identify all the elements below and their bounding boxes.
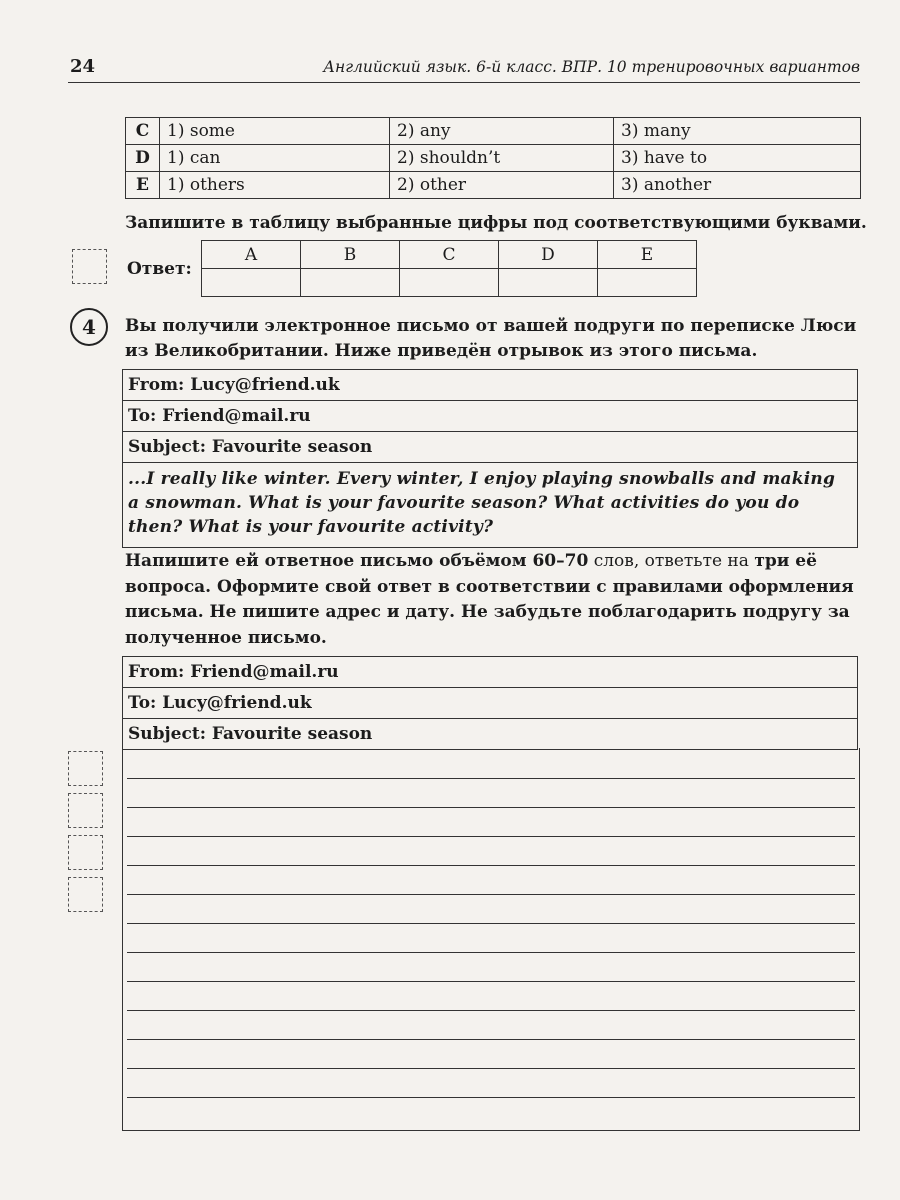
page-number: 24 xyxy=(70,56,96,77)
writing-line xyxy=(127,807,855,808)
answer-cell-c[interactable] xyxy=(400,269,499,297)
score-box[interactable] xyxy=(68,835,103,870)
score-box[interactable] xyxy=(68,877,103,912)
score-box[interactable] xyxy=(72,249,107,284)
option-cell: 2) any xyxy=(390,118,614,145)
question-count: три xyxy=(754,551,790,571)
option-letter: E xyxy=(126,172,160,199)
score-box[interactable] xyxy=(68,751,103,786)
instruction-text: Запишите в таблицу выбранные цифры под соответствующими буквами. xyxy=(125,213,867,233)
answer-letter: D xyxy=(499,241,598,269)
writing-line xyxy=(127,778,855,779)
task-number: 4 xyxy=(70,308,108,346)
writing-line xyxy=(127,923,855,924)
option-cell: 1) some xyxy=(160,118,390,145)
answer-letter: C xyxy=(400,241,499,269)
word-count: 60–70 xyxy=(532,551,589,571)
writing-line xyxy=(127,865,855,866)
answer-table xyxy=(201,240,697,297)
option-letter: D xyxy=(126,145,160,172)
writing-line xyxy=(127,894,855,895)
email-body: ...I really like winter. Every winter, I enjoy playing snowballs and making a snowman. What is your favourite season? What activities do you do then? What is your favourite activity? xyxy=(123,463,858,548)
options-table xyxy=(125,117,861,199)
email-to: To: Friend@mail.ru xyxy=(123,401,858,432)
option-cell: 3) have to xyxy=(614,145,861,172)
option-cell: 2) other xyxy=(390,172,614,199)
answer-letter: E xyxy=(598,241,697,269)
writing-line xyxy=(127,1010,855,1011)
email-from: From: Friend@mail.ru xyxy=(123,657,858,688)
table-row xyxy=(126,172,861,199)
writing-line xyxy=(127,836,855,837)
email-subject: Subject: Favourite season xyxy=(123,432,858,463)
instruction-part3: её вопроса. Оформите свой ответ в соответствии с правилами оформления письма. Не пишите адрес и дату. Не забудьте поблагодарить подругу за полученное письмо. xyxy=(125,551,854,648)
running-title: Английский язык. 6-й класс. ВПР. 10 тренировочных вариантов xyxy=(323,58,860,76)
answer-label: Ответ: xyxy=(127,259,192,279)
score-box[interactable] xyxy=(68,793,103,828)
email-subject: Subject: Favourite season xyxy=(123,719,858,750)
writing-line xyxy=(127,1039,855,1040)
table-row xyxy=(126,118,861,145)
answer-writing-area[interactable] xyxy=(122,748,860,1131)
option-cell: 3) many xyxy=(614,118,861,145)
task-instruction xyxy=(125,549,863,651)
email-to: To: Lucy@friend.uk xyxy=(123,688,858,719)
option-cell: 1) can xyxy=(160,145,390,172)
option-letter: C xyxy=(126,118,160,145)
instruction-part1: Напишите ей ответное письмо объёмом xyxy=(125,551,533,571)
answer-letter: A xyxy=(202,241,301,269)
header-divider xyxy=(68,82,860,83)
writing-line xyxy=(127,1097,855,1098)
answer-cell-a[interactable] xyxy=(202,269,301,297)
option-cell: 1) others xyxy=(160,172,390,199)
reply-email xyxy=(122,656,858,750)
answer-letter: B xyxy=(301,241,400,269)
instruction-part2: слов, ответьте на xyxy=(588,551,755,571)
writing-line xyxy=(127,1068,855,1069)
answer-input-row xyxy=(202,269,697,297)
writing-line xyxy=(127,981,855,982)
answer-cell-b[interactable] xyxy=(301,269,400,297)
task-intro: Вы получили электронное письмо от вашей подруги по переписке Люси из Великобритании. Ниже приведён отрывок из этого письма. xyxy=(125,316,857,361)
answer-cell-e[interactable] xyxy=(598,269,697,297)
received-email xyxy=(122,369,858,548)
writing-line xyxy=(127,952,855,953)
option-cell: 3) another xyxy=(614,172,861,199)
email-from: From: Lucy@friend.uk xyxy=(123,370,858,401)
table-row xyxy=(126,145,861,172)
answer-cell-d[interactable] xyxy=(499,269,598,297)
answer-letters-row xyxy=(202,241,697,269)
option-cell: 2) shouldn’t xyxy=(390,145,614,172)
